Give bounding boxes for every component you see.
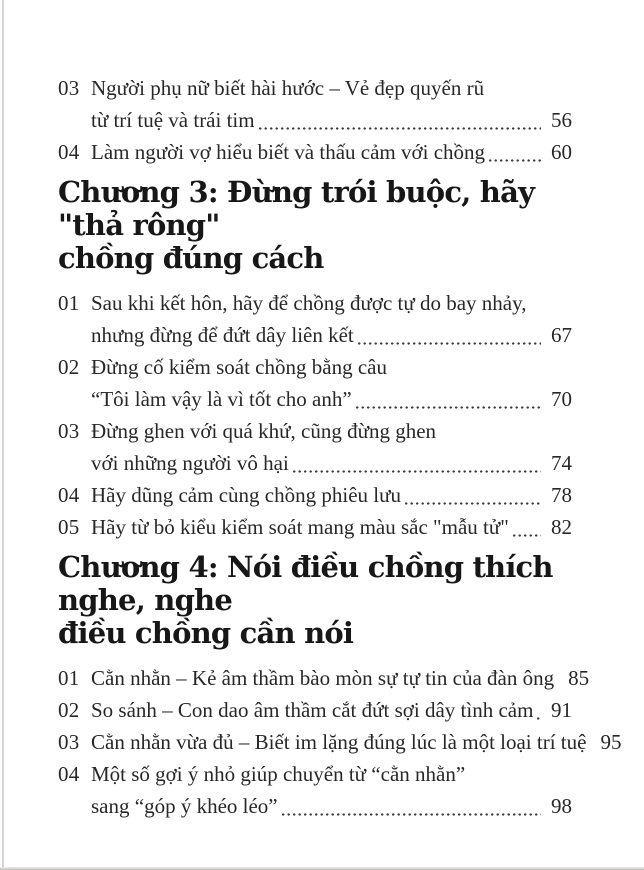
entry-number: 02 (58, 698, 80, 722)
entry-page-number: 98 (551, 794, 572, 818)
entry-page-number: 95 (600, 730, 622, 754)
entry-page-number: 60 (551, 140, 572, 164)
entry-page-number: 82 (551, 515, 572, 539)
entry-title-text: với những người vô hại (91, 451, 289, 475)
entry-line (91, 662, 590, 694)
chapter-heading-line: Chương 4: Nói điều chồng thích nghe, nghe (58, 550, 553, 617)
entry-line (91, 383, 572, 415)
entry-line (91, 790, 572, 822)
dotted-leader (513, 534, 541, 537)
toc-entry (58, 287, 572, 351)
entry-number: 05 (58, 515, 80, 539)
chapter-items (58, 72, 572, 168)
entry-body (91, 415, 572, 479)
entry-title-text: nhưng đừng để đứt dây liên kết (91, 323, 354, 347)
toc-entry (58, 662, 590, 694)
entry-title-text: Người phụ nữ biết hài hước – Vẻ đẹp quyến rũ (91, 76, 485, 100)
dotted-leader (356, 406, 541, 409)
entry-number: 04 (58, 483, 80, 507)
entry-number: 02 (58, 355, 80, 379)
entry-line (91, 447, 572, 479)
entry-line (91, 104, 572, 136)
entry-page-number: 74 (551, 451, 572, 475)
entry-title-text: Cằn nhằn – Kẻ âm thầm bào mòn sự tự tin của đàn ông (91, 666, 555, 690)
entry-body (91, 479, 572, 511)
entry-page-number: 78 (551, 483, 572, 507)
entry-line (91, 415, 572, 447)
entry-line (91, 72, 572, 104)
entry-body (91, 758, 572, 822)
entry-title-text: Đừng ghen với quá khứ, cũng đừng ghen (91, 419, 437, 443)
entry-body (91, 287, 572, 351)
entry-page-number: 67 (551, 323, 572, 347)
entry-page-number: 85 (568, 666, 590, 690)
dotted-leader (293, 470, 541, 473)
chapter-items (58, 662, 622, 822)
entry-line (91, 479, 572, 511)
entry-number: 04 (58, 762, 80, 786)
entry-line (91, 136, 572, 168)
entry-title-text: Sau khi kết hôn, hãy để chồng được tự do bay nhảy, (91, 291, 527, 315)
dotted-leader (489, 159, 541, 162)
entry-number: 03 (58, 76, 80, 100)
entry-line (91, 511, 572, 543)
entry-body (91, 662, 590, 694)
entry-line (91, 319, 572, 351)
toc-entry (58, 415, 572, 479)
chapter-heading (58, 551, 572, 650)
entry-title-text: Hãy dũng cảm cùng chồng phiêu lưu (91, 483, 401, 507)
entry-title-text: từ trí tuệ và trái tim (91, 108, 255, 132)
dotted-leader (405, 502, 541, 505)
entry-body (91, 726, 622, 758)
toc-entry (58, 72, 572, 136)
entry-page-number: 91 (551, 698, 572, 722)
entry-page-number: 56 (551, 108, 572, 132)
chapter-items (58, 287, 572, 543)
entry-body (91, 136, 572, 168)
toc-entry (58, 351, 572, 415)
chapter-heading-line: điều chồng cần nói (58, 616, 354, 650)
entry-number: 01 (58, 666, 80, 690)
entry-title-text: Một số gợi ý nhỏ giúp chuyển từ “cằn nhằn” (91, 762, 466, 786)
entry-body (91, 72, 572, 136)
dotted-leader (282, 813, 541, 816)
toc-section (58, 176, 572, 543)
entry-line (91, 287, 572, 319)
entry-number: 04 (58, 140, 80, 164)
toc-entry (58, 758, 572, 822)
entry-line (91, 351, 572, 383)
toc-entry (58, 511, 572, 543)
toc-section (58, 550, 622, 822)
entry-body (91, 694, 572, 726)
entry-number: 03 (58, 730, 80, 754)
toc-entry (58, 479, 572, 511)
toc-entry (58, 136, 572, 168)
toc-entry (58, 694, 572, 726)
chapter-heading-line: chồng đúng cách (58, 241, 324, 275)
entry-page-number: 70 (551, 387, 572, 411)
entry-title-text: Cằn nhằn vừa đủ – Biết im lặng đúng lúc là một loại trí tuệ (91, 730, 587, 754)
entry-title-text: Hãy từ bỏ kiểu kiểm soát mang màu sắc "mẫu tử" (91, 515, 509, 539)
dotted-leader (537, 717, 541, 720)
entry-body (91, 511, 572, 543)
entry-line (91, 694, 572, 726)
chapter-heading-line: Chương 3: Đừng trói buộc, hãy "thả rông" (58, 175, 535, 242)
dotted-leader (358, 342, 541, 345)
dotted-leader (259, 127, 541, 130)
page-edge-left (2, 0, 4, 870)
entry-title-text: Làm người vợ hiểu biết và thấu cảm với chồng (91, 140, 486, 164)
entry-title-text: Đừng cố kiểm soát chồng bằng câu (91, 355, 387, 379)
toc-entry (58, 726, 622, 758)
entry-line (91, 726, 622, 758)
entry-title-text: “Tôi làm vậy là vì tốt cho anh” (91, 387, 352, 411)
toc-section (58, 72, 572, 168)
entry-line (91, 758, 572, 790)
entry-number: 03 (58, 419, 80, 443)
entry-number: 01 (58, 291, 80, 315)
table-of-contents (58, 72, 622, 822)
chapter-heading (58, 176, 572, 275)
entry-body (91, 351, 572, 415)
entry-title-text: So sánh – Con dao âm thầm cắt đứt sợi dây tình cảm (91, 698, 534, 722)
entry-title-text: sang “góp ý khéo léo” (91, 794, 278, 818)
